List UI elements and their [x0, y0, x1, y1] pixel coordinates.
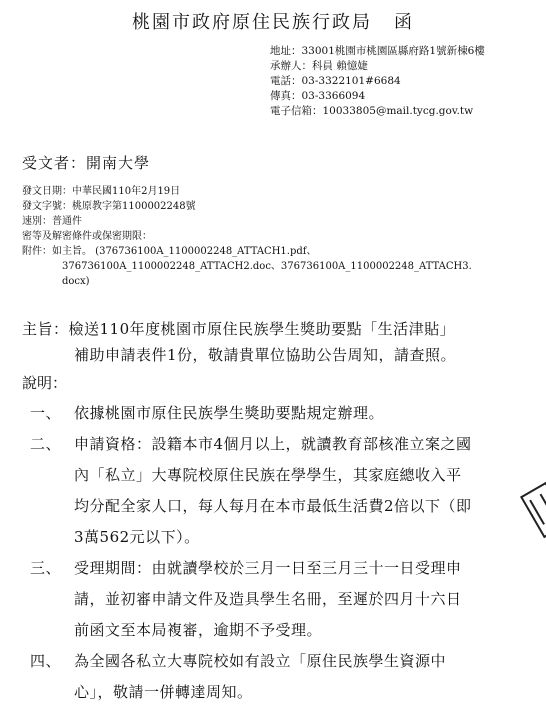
item-line: 為全國各私立大專院校如有設立「原住民族學生資源中 [74, 652, 447, 670]
explanation-list [30, 398, 530, 708]
item-line: 3萬562元以下）。 [74, 528, 200, 546]
attachment-line-2: 376736100A_1100002248_ATTACH2.doc、376736100A_1100002248_ATTACH3. [62, 261, 472, 272]
subject-line-2: 補助申請表件1份，敬請貴單位協助公告周知，請查照。 [74, 346, 457, 364]
document-number: 發文字號：桃原教字第1100002248號 [22, 201, 196, 212]
subject-line-1: 主旨：檢送110年度桃園市原住民族學生獎助要點「生活津貼」 [22, 320, 456, 338]
contact-phone: 電話：03-3322101#6684 [270, 75, 401, 87]
document-title [0, 8, 546, 34]
item-number: 二、 [30, 435, 62, 453]
item-line: 依據桃園市原住民族學生獎助要點規定辦理。 [74, 404, 385, 422]
item-text [74, 429, 530, 553]
issuing-organization: 桃園市政府原住民族行政局 [132, 12, 372, 33]
issue-date: 發文日期：中華民國110年2月19日 [22, 186, 181, 197]
explanation-heading: 說明： [22, 374, 68, 392]
item-line: 均分配全家人口，每人每月在本市最低生活費2倍以下（即 [74, 497, 472, 515]
item-number: 四、 [30, 652, 62, 670]
recipient: 受文者：開南大學 [22, 154, 151, 172]
item-text [74, 553, 530, 646]
subject [22, 316, 527, 368]
item-text [74, 398, 530, 429]
security-level: 密等及解密條件或保密期限： [22, 231, 152, 242]
item-text [74, 646, 530, 708]
list-item [30, 398, 530, 429]
document-type: 函 [394, 12, 414, 33]
item-line: 心」，敬請一併轉達周知。 [74, 683, 253, 701]
item-line: 內「私立」大專院校原住民族在學學生，其家庭總收入平 [74, 466, 462, 484]
item-number: 一、 [30, 404, 62, 422]
list-item [30, 553, 530, 646]
contact-fax: 傳真：03-3366094 [270, 90, 366, 102]
document-meta [22, 184, 522, 289]
item-line: 前函文至本局複審，逾期不予受理。 [74, 621, 323, 639]
list-item [30, 646, 530, 708]
contact-handler: 承辦人：科員 賴憶婕 [270, 60, 368, 72]
list-item [30, 429, 530, 553]
item-line: 申請資格：設籍本市4個月以上，就讀教育部核准立案之國 [74, 435, 472, 453]
delivery-speed: 速別：普通件 [22, 216, 82, 227]
attachment-line-3: docx) [62, 276, 90, 287]
item-line: 受理期間：由就讀學校於三月一日至三月三十一日受理申 [74, 559, 462, 577]
contact-email: 電子信箱：10033805@mail.tycg.gov.tw [270, 105, 474, 117]
attachment-line-1: 附件：如主旨。 (376736100A_1100002248_ATTACH1.pdf、 [22, 246, 317, 257]
contact-block [270, 44, 540, 119]
contact-address: 地址：33001桃園市桃園區縣府路1號新棟6樓 [270, 45, 485, 57]
item-number: 三、 [30, 559, 62, 577]
item-line: 請，並初審申請文件及造具學生名冊，至遲於四月十六日 [74, 590, 462, 608]
